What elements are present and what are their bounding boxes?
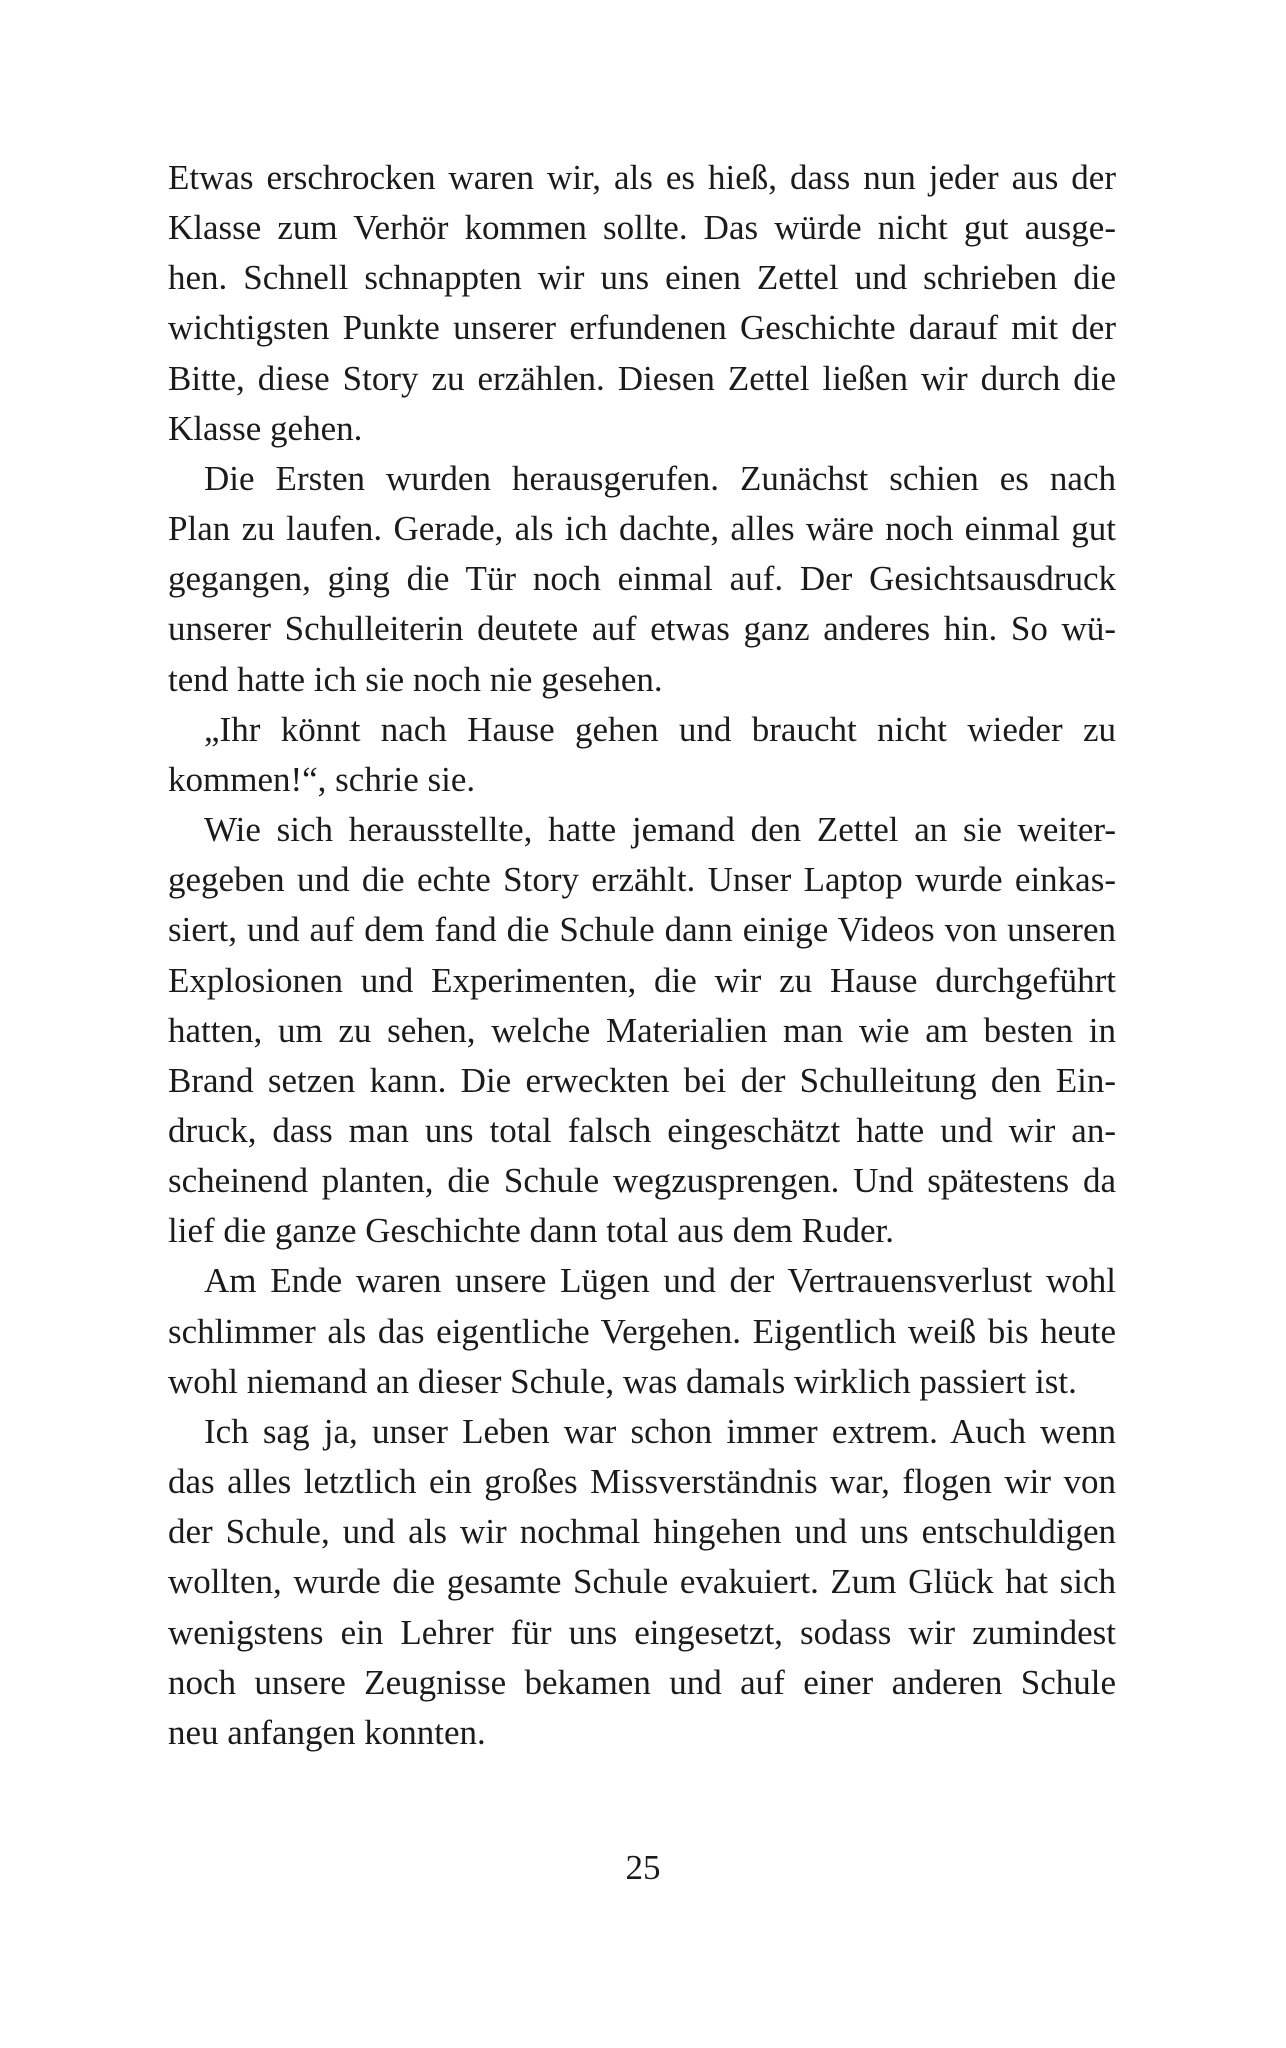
- paragraph: [168, 153, 1116, 454]
- text-line: Am Ende waren unsere Lügen und der Vertrauensverlust wohl: [204, 1261, 1116, 1301]
- paragraph: [168, 805, 1116, 1256]
- text-line: gegangen, ging die Tür noch einmal auf. Der Gesichtsausdruck: [168, 559, 1116, 599]
- text-line: Klasse gehen.: [168, 408, 363, 448]
- text-line: scheinend planten, die Schule wegzusprengen. Und spätestens da: [168, 1161, 1116, 1201]
- text-line: unserer Schulleiterin deutete auf etwas ganz anderes hin. So wü-: [168, 609, 1116, 649]
- body-text: [168, 153, 1116, 1758]
- text-line: kommen!“, schrie sie.: [168, 759, 476, 799]
- paragraph: [168, 1256, 1116, 1406]
- text-line: Brand setzen kann. Die erweckten bei der Schulleitung den Ein-: [168, 1060, 1116, 1100]
- text-line: gegeben und die echte Story erzählt. Unser Laptop wurde einkas-: [168, 860, 1116, 900]
- text-line: Die Ersten wurden herausgerufen. Zunächst schien es nach: [204, 458, 1116, 498]
- text-line: lief die ganze Geschichte dann total aus dem Ruder.: [168, 1211, 894, 1251]
- text-line: Ich sag ja, unser Leben war schon immer extrem. Auch wenn: [204, 1411, 1116, 1451]
- text-line: Plan zu laufen. Gerade, als ich dachte, alles wäre noch einmal gut: [168, 509, 1116, 549]
- text-line: das alles letztlich ein großes Missverständnis war, flogen wir von: [168, 1462, 1116, 1502]
- text-line: wollten, wurde die gesamte Schule evakuiert. Zum Glück hat sich: [168, 1562, 1116, 1602]
- text-line: schlimmer als das eigentliche Vergehen. Eigentlich weiß bis heute: [168, 1311, 1116, 1351]
- text-line: noch unsere Zeugnisse bekamen und auf einer anderen Schule: [168, 1662, 1116, 1702]
- text-line: Etwas erschrocken waren wir, als es hieß, dass nun jeder aus der: [168, 158, 1116, 197]
- text-line: „Ihr könnt nach Hause gehen und braucht nicht wieder zu: [204, 709, 1116, 749]
- text-line: druck, dass man uns total falsch eingeschätzt hatte und wir an-: [168, 1110, 1116, 1150]
- text-line: hen. Schnell schnappten wir uns einen Zettel und schrieben die: [168, 258, 1116, 298]
- page-number: 25: [625, 1848, 661, 1887]
- text-line: der Schule, und als wir nochmal hingehen und uns entschuldigen: [168, 1512, 1116, 1552]
- text-line: wenigstens ein Lehrer für uns eingesetzt, sodass wir zumindest: [168, 1612, 1116, 1652]
- paragraph: [168, 454, 1116, 705]
- paragraph: [168, 1407, 1116, 1758]
- text-line: hatten, um zu sehen, welche Materialien man wie am besten in: [168, 1010, 1116, 1050]
- text-line: wichtigsten Punkte unserer erfundenen Geschichte darauf mit der: [168, 308, 1116, 348]
- text-line: neu anfangen konnten.: [168, 1712, 486, 1752]
- text-line: Wie sich herausstellte, hatte jemand den Zettel an sie weiter-: [204, 810, 1116, 850]
- text-line: tend hatte ich sie noch nie gesehen.: [168, 659, 663, 699]
- text-line: Explosionen und Experimenten, die wir zu Hause durchgeführt: [168, 960, 1116, 1000]
- text-line: wohl niemand an dieser Schule, was damals wirklich passiert ist.: [168, 1361, 1077, 1401]
- paragraph: [168, 705, 1116, 805]
- text-line: Bitte, diese Story zu erzählen. Diesen Zettel ließen wir durch die: [168, 358, 1116, 398]
- text-line: Klasse zum Verhör kommen sollte. Das würde nicht gut ausge-: [168, 208, 1116, 248]
- text-line: siert, und auf dem fand die Schule dann einige Videos von unseren: [168, 910, 1116, 950]
